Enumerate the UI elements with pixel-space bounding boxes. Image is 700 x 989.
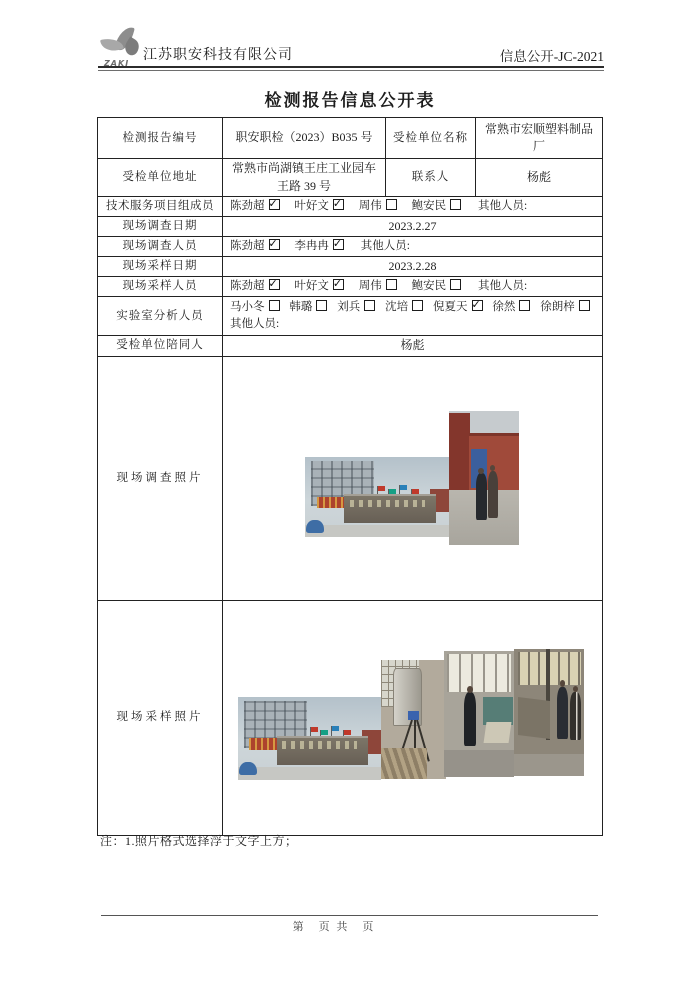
sampling-instrument-photo	[381, 660, 446, 779]
lab-staff-label: 实验室分析人员	[98, 297, 223, 336]
staff-name: 马小冬	[230, 301, 265, 314]
table-row	[98, 237, 603, 257]
company-name: 江苏职安科技有限公司	[143, 48, 293, 63]
table-row	[98, 277, 603, 297]
staff-checkbox[interactable]	[333, 279, 344, 290]
staff-checkbox[interactable]	[450, 199, 461, 210]
staff-name: 周伟	[358, 280, 382, 293]
staff-checkbox[interactable]	[450, 279, 461, 290]
staff-member	[294, 240, 344, 252]
doc-code: 信息公开-JC-2021	[499, 49, 604, 64]
staff-checkbox[interactable]	[364, 300, 375, 311]
staff-name: 倪夏天	[433, 301, 468, 314]
staff-member	[230, 280, 280, 292]
staff-checkbox[interactable]	[269, 239, 280, 250]
staff-name: 徐然	[492, 301, 516, 314]
staff-member	[294, 280, 344, 292]
staff-member	[359, 280, 397, 292]
sampling-staff-label: 现场采样人员	[98, 277, 223, 297]
page-title: 检测报告信息公开表	[264, 91, 436, 110]
table-row	[98, 600, 603, 835]
staff-checkbox[interactable]	[519, 300, 530, 311]
footer-divider	[101, 915, 598, 916]
staff-checkbox[interactable]	[333, 239, 344, 250]
lab-staff-cell	[223, 297, 603, 336]
staff-member	[359, 200, 397, 212]
staff-member	[289, 301, 327, 313]
survey-staff-label: 现场调查人员	[98, 237, 223, 257]
staff-member	[433, 301, 483, 313]
sampling-photos-cell	[223, 600, 603, 835]
staff-name: 叶好文	[294, 280, 329, 293]
survey-photos-cell	[223, 356, 603, 600]
table-row	[98, 356, 603, 600]
other-staff-label: 其他人员:	[478, 280, 528, 293]
sampling-staff-cell	[223, 277, 603, 297]
staff-name: 徐朗梓	[540, 301, 575, 314]
logo-text: ZAKJ	[104, 59, 130, 68]
staff-checkbox[interactable]	[386, 279, 397, 290]
table-row	[98, 197, 603, 217]
staff-member	[385, 301, 423, 313]
table-row	[98, 159, 603, 197]
team-members-cell	[223, 197, 603, 217]
staff-name: 刘兵	[337, 301, 361, 314]
staff-member	[337, 301, 375, 313]
company-logo-icon	[99, 25, 145, 67]
org-addr-value: 常熟市尚湖镇王庄工业园车王路 39 号	[223, 159, 386, 197]
staff-name: 李冉冉	[294, 240, 329, 253]
contact-value: 杨彪	[476, 159, 603, 197]
survey-staff-cell	[223, 237, 603, 257]
staff-checkbox[interactable]	[472, 300, 483, 311]
staff-member	[492, 301, 530, 313]
staff-checkbox[interactable]	[333, 199, 344, 210]
staff-checkbox[interactable]	[269, 199, 280, 210]
report-no-value: 职安职检（2023）B035 号	[223, 118, 386, 159]
other-staff-label: 其他人员:	[360, 240, 410, 253]
staff-name: 陈劲超	[230, 280, 265, 293]
staff-member	[412, 200, 462, 212]
staff-checkbox[interactable]	[579, 300, 590, 311]
staff-name: 叶好文	[294, 200, 329, 212]
escort-value: 杨彪	[223, 336, 603, 356]
report-no-label: 检测报告编号	[98, 118, 223, 159]
page-number: 第 页 共 页	[292, 921, 376, 933]
staff-name: 陈劲超	[230, 240, 265, 253]
staff-name: 陈劲超	[230, 200, 265, 212]
sampling-date-label: 现场采样日期	[98, 257, 223, 277]
staff-checkbox[interactable]	[269, 300, 280, 311]
org-name-value: 常熟市宏顺塑料制品厂	[476, 118, 603, 159]
team-label: 技术服务项目组成员	[98, 197, 223, 217]
other-staff-label: 其他人员:	[230, 318, 280, 331]
org-addr-label: 受检单位地址	[98, 159, 223, 197]
escort-label: 受检单位陪同人	[98, 336, 223, 356]
contact-label: 联系人	[386, 159, 476, 197]
survey-photos-label: 现场调查照片	[98, 356, 223, 600]
footnote: 注：1.照片格式选择浮于文字上方；	[100, 834, 298, 848]
table-row	[98, 257, 603, 277]
staff-name: 沈培	[385, 301, 409, 314]
sampling-photos-label: 现场采样照片	[98, 600, 223, 835]
disclosure-table	[97, 117, 603, 836]
staff-member	[540, 301, 590, 313]
staff-name: 韩璐	[289, 301, 313, 314]
workshop-worker-photo	[444, 651, 514, 777]
staff-member	[230, 240, 280, 252]
staff-member	[230, 200, 280, 212]
staff-member	[230, 301, 280, 313]
staff-name: 鲍安民	[411, 200, 447, 212]
org-name-label: 受检单位名称	[386, 118, 476, 159]
staff-checkbox[interactable]	[386, 199, 397, 210]
factory-gate-photo	[238, 697, 381, 780]
table-row	[98, 216, 603, 236]
inspectors-photo	[449, 411, 519, 545]
header-divider	[98, 66, 604, 71]
table-row	[98, 118, 603, 159]
sampling-date-value: 2023.2.28	[223, 257, 603, 277]
staff-member	[294, 200, 344, 212]
table-row	[98, 297, 603, 336]
workshop-two-workers-photo	[514, 649, 584, 776]
survey-date-value: 2023.2.27	[223, 216, 603, 236]
staff-member	[412, 280, 462, 292]
table-row	[98, 336, 603, 356]
staff-name: 鲍安民	[411, 280, 447, 293]
staff-checkbox[interactable]	[269, 279, 280, 290]
other-staff-label: 其他人员:	[478, 200, 528, 212]
survey-date-label: 现场调查日期	[98, 216, 223, 236]
staff-checkbox[interactable]	[316, 300, 327, 311]
factory-gate-photo	[305, 457, 449, 537]
staff-checkbox[interactable]	[412, 300, 423, 311]
staff-name: 周伟	[358, 200, 382, 212]
